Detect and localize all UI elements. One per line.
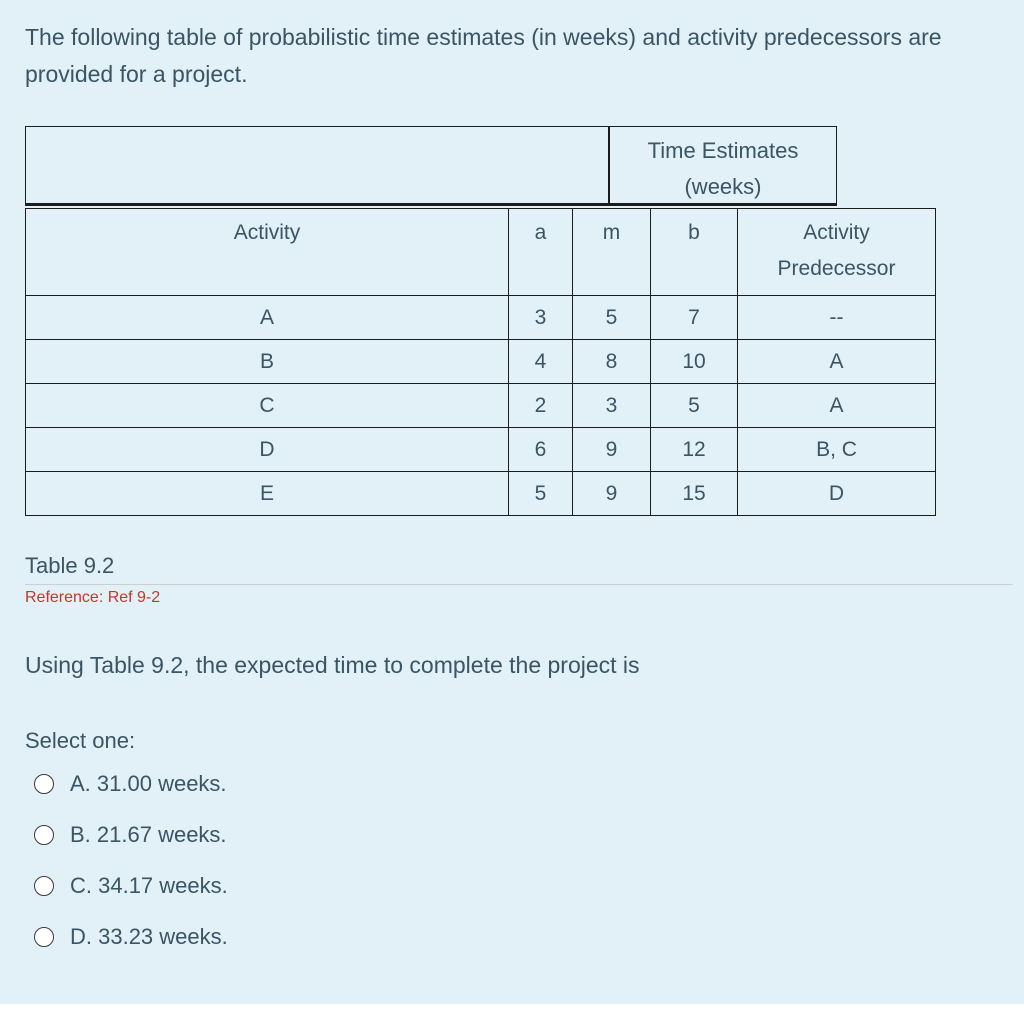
header-a: a [509,209,573,296]
cell-predecessor: D [738,472,936,516]
option-d[interactable] [34,922,228,952]
caption-divider [25,584,1013,585]
cell-b: 15 [651,472,738,516]
cell-m: 5 [573,296,651,340]
option-a[interactable] [34,769,227,799]
option-label: A. 31.00 weeks. [70,771,227,796]
select-prompt: Select one: [25,728,136,753]
table-row [26,340,936,384]
header-b: b [651,209,738,296]
table-row [26,472,936,516]
cell-b: 5 [651,384,738,428]
radio-icon[interactable] [34,774,54,794]
cell-activity: D [26,428,509,472]
header-predecessor [738,209,936,296]
table-caption: Table 9.2 [25,553,115,578]
cell-a: 4 [509,340,573,384]
time-estimates-header [610,133,836,205]
cell-b: 7 [651,296,738,340]
cell-b: 12 [651,428,738,472]
cell-a: 2 [509,384,573,428]
table-row [26,428,936,472]
reference-label: Reference: Ref 9-2 [25,589,161,606]
header-activity: Activity [26,209,509,296]
cell-a: 5 [509,472,573,516]
question-text: Using Table 9.2, the expected time to complete the project is [25,652,640,678]
option-label: B. 21.67 weeks. [70,822,227,847]
option-b[interactable] [34,820,227,850]
table-row [26,384,936,428]
cell-activity: B [26,340,509,384]
option-label: D. 33.23 weeks. [70,924,228,949]
cell-activity: A [26,296,509,340]
radio-icon[interactable] [34,876,54,896]
cell-activity: E [26,472,509,516]
radio-icon[interactable] [34,825,54,845]
question-intro: The following table of probabilistic time estimates (in weeks) and activity predecessors are provided for a project. [25,24,942,87]
cell-predecessor: -- [738,296,936,340]
cell-m: 3 [573,384,651,428]
time-estimates-line2: (weeks) [684,174,762,199]
option-label: C. 34.17 weeks. [70,873,228,898]
radio-icon[interactable] [34,927,54,947]
cell-predecessor: A [738,384,936,428]
cell-m: 8 [573,340,651,384]
activity-table [25,208,936,516]
cell-a: 3 [509,296,573,340]
header-predecessor-line1: Activity [803,221,870,244]
cell-b: 10 [651,340,738,384]
cell-activity: C [26,384,509,428]
table-row [26,296,936,340]
time-estimates-line1: Time Estimates [647,138,799,163]
cell-m: 9 [573,472,651,516]
option-c[interactable] [34,871,228,901]
table-header-row [26,209,936,296]
header-m: m [573,209,651,296]
cell-m: 9 [573,428,651,472]
table-group-header [25,126,837,206]
header-predecessor-line2: Predecessor [777,257,896,280]
cell-predecessor: B, C [738,428,936,472]
cell-a: 6 [509,428,573,472]
cell-predecessor: A [738,340,936,384]
